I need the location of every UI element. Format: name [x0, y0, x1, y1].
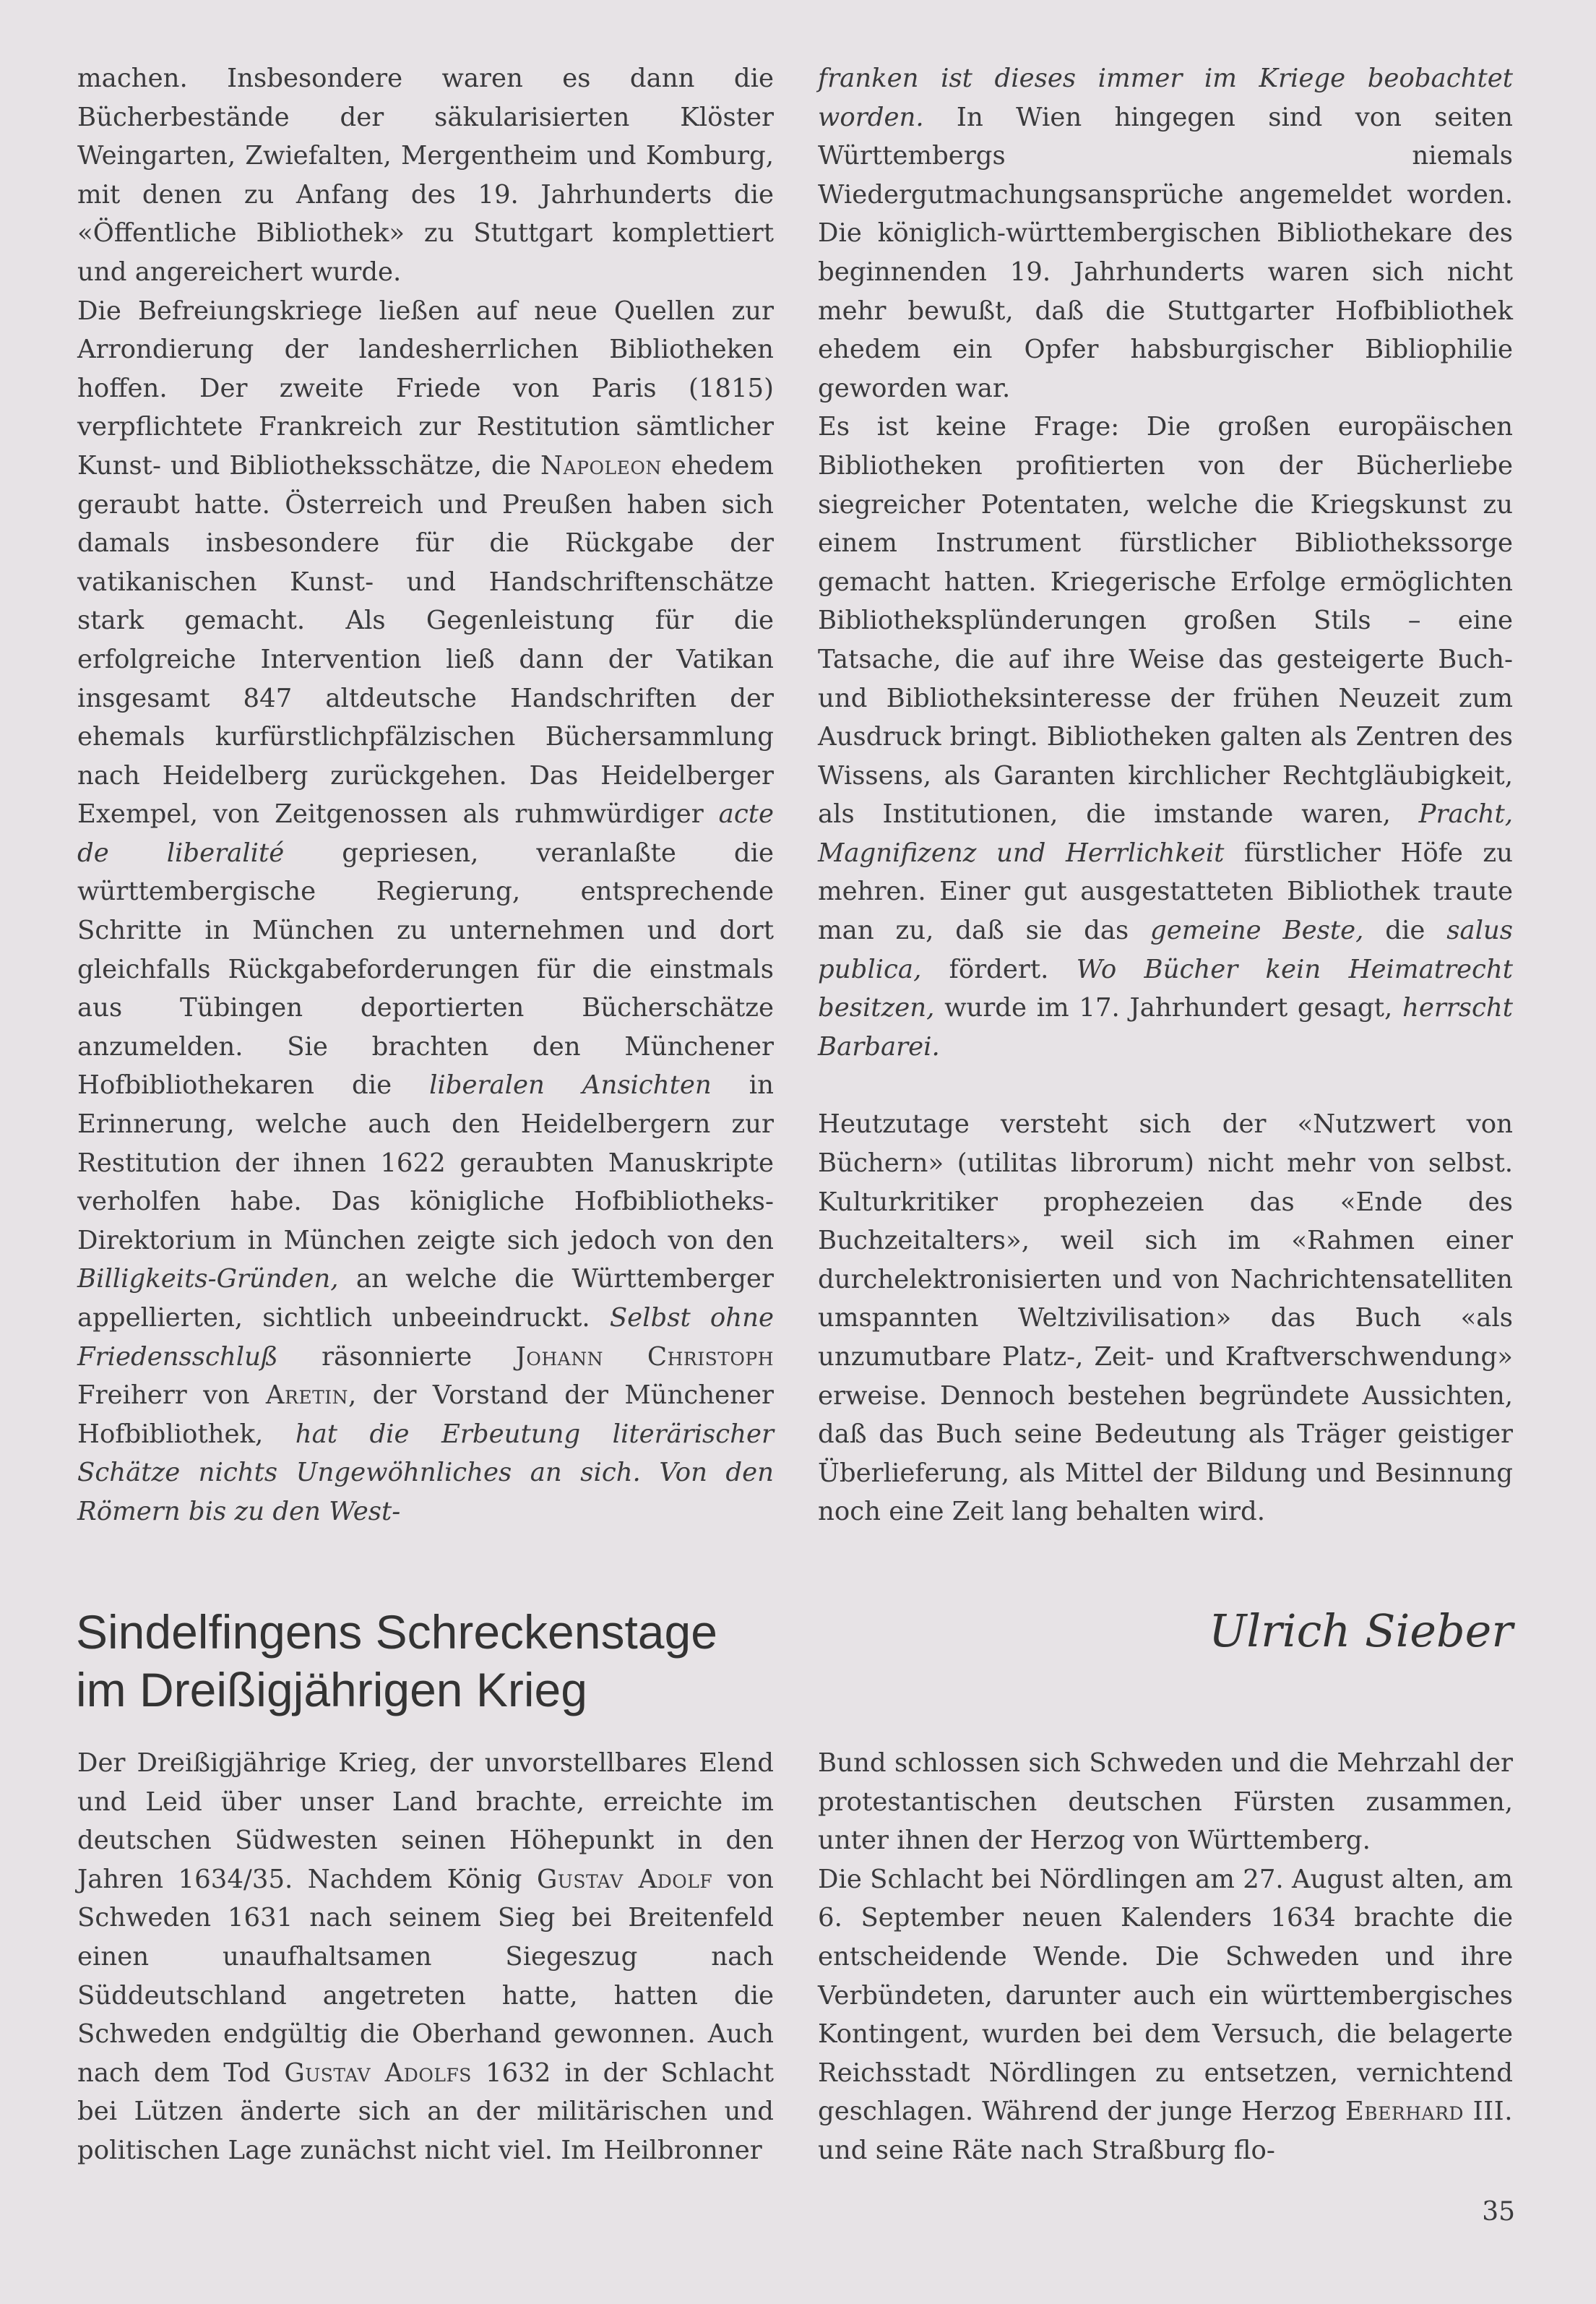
paragraph — [818, 59, 1513, 408]
text-run: machen. Insbesondere waren es dann die Bücherbestände der säkularisierten Klöster Weingarten, Zwiefalten, Mergentheim und Komburg, mit denen zu Anfang des 19. Jahrhunderts die «Öffentliche Bibliothek» zu Stuttgart komplettiert und angereichert wurde. — [77, 64, 774, 287]
text-run: Die Schlacht bei Nördlingen am 27. August alten, am 6. September neuen Kalenders 1634 brachte die entscheidende Wende. Die Schweden und ihre Verbündeten, darunter auch ein württembergisches Kontingent, wurden bei dem Versuch, die belagerte Reichsstadt Nördlingen zu entsetzen, vernichtend geschlagen. Während der junge Herzog — [818, 1864, 1513, 2127]
person-name: Johann Christoph — [515, 1341, 774, 1372]
text-run: in Erinnerung, welche auch den Heidelbergern zur Restitution der ihnen 1622 geraubten Manuskripte verholfen habe. Das königliche Hofbibliotheks-Direktorium in München zeigte sich jedoch von den — [77, 1070, 774, 1255]
paragraph — [818, 1744, 1513, 1860]
text-run: gepriesen, veranlaßte die württembergische Regierung, entsprechende Schritte in München zu unternehmen und dort gleichfalls Rückgabeforderungen für die einstmals aus Tübingen deportierten Bücherschätze anzumelden. Sie brachten den Münchener Hofbibliothekaren die — [77, 838, 774, 1101]
paragraph — [77, 59, 774, 292]
paragraph — [818, 408, 1513, 1066]
text-run: die — [1363, 916, 1447, 946]
bottom-right-column — [818, 1744, 1513, 2170]
article-title — [76, 1603, 717, 1719]
text-run: 1632 in der Schlacht bei Lützen änderte sich an der militärischen und politischen Lage zunächst nicht viel. Im Heilbronner — [77, 2058, 775, 2165]
italic-text: acte de liberalité — [77, 799, 774, 868]
text-run: fördert. — [921, 954, 1077, 984]
page-number: 35 — [1482, 2197, 1515, 2227]
italic-text: herrscht Barbarei. — [818, 993, 1513, 1062]
italic-text: hat die Erbeutung literärischer Schätze nichts Ungewöhnliches an sich. Von den Römern bis zu den West- — [77, 1419, 774, 1526]
text-run: ehedem geraubt hatte. Österreich und Preußen haben sich damals insbesondere für die Rückgabe der vatikanischen Kunst- und Handschriftenschätze stark gemacht. Als Gegenleistung für die erfolgreiche Intervention ließ dann der Vatikan insgesamt 847 altdeutsche Handschriften der ehemals kurfürstlichpfälzischen Büchersammlung nach Heidelberg zurückgehen. Das Heidelberger Exempel, von Zeitgenossen als ruhmwürdiger — [77, 450, 774, 830]
text-run: Der Dreißigjährige Krieg, der unvorstellbares Elend und Leid über unser Land brachte, erreichte im deutschen Südwesten seinen Höhepunkt in den Jahren 1634/35. Nachdem König — [77, 1748, 774, 1894]
text-run: Bund schlossen sich Schweden und die Mehrzahl der protestantischen deutschen Fürsten zusammen, unter ihnen der Herzog von Württemberg. — [818, 1748, 1513, 1856]
italic-text: Wo Bücher kein Heimatrecht besitzen, — [818, 954, 1513, 1023]
person-name: Gustav Adolfs — [284, 2058, 472, 2088]
person-name: Aretin — [265, 1380, 349, 1411]
article-title-line-2: im Dreißigjährigen Krieg — [76, 1663, 587, 1716]
text-run: von Schweden 1631 nach seinem Sieg bei Breitenfeld einen unaufhaltsamen Siegeszug nach Süddeutschland angetreten hatte, hatten die Schweden endgültig die Oberhand gewonnen. Auch nach dem Tod — [77, 1864, 774, 2088]
person-name: Eberhard III. — [1345, 2097, 1513, 2127]
bottom-left-column — [77, 1744, 774, 2170]
top-left-column — [77, 59, 774, 1531]
text-run: an welche die Württemberger appellierten, sichtlich unbeeindruckt. — [77, 1264, 774, 1333]
italic-text: Billigkeits-Gründen, — [77, 1264, 339, 1294]
person-name: Gustav Adolf — [536, 1864, 713, 1894]
text-run: wurde im 17. Jahrhundert gesagt, — [934, 993, 1402, 1023]
italic-text: liberalen Ansichten — [429, 1070, 712, 1101]
paragraph — [818, 1105, 1513, 1531]
paragraph — [77, 1744, 774, 2170]
text-run: fürstlicher Höfe zu mehren. Einer gut ausgestatteten Bibliothek traute man zu, daß sie das — [818, 838, 1514, 946]
person-name: Napoleon — [540, 450, 662, 481]
text-run: räsonnierte — [277, 1341, 516, 1372]
text-run: Heutzutage versteht sich der «Nutzwert von Büchern» (utilitas librorum) nicht mehr von selbst. Kulturkritiker prophezeien das «Ende des Buchzeitalters», weil sich im «Rahmen einer durchelektronisierten und von Nachrichtensatelliten umspannten Weltzivilisation» das Buch «als unzumutbare Platz-, Zeit- und Kraftverschwendung» erweise. Dennoch bestehen begründete Aussichten, daß das Buch seine Bedeutung als Träger geistiger Überlieferung, als Mittel der Bildung und Besinnung noch eine Zeit lang behalten wird. — [818, 1109, 1513, 1527]
italic-text: Selbst ohne Friedensschluß — [77, 1303, 774, 1372]
text-run: und seine Räte nach Straßburg flo- — [818, 2135, 1275, 2165]
top-right-column — [818, 59, 1513, 1531]
text-run: Freiherr von — [77, 1380, 266, 1411]
article-title-line-1: Sindelfingens Schreckenstage — [76, 1605, 717, 1659]
author-name: Ulrich Sieber — [1209, 1604, 1513, 1657]
italic-text: gemeine Beste, — [1150, 916, 1364, 946]
text-run: In Wien hingegen sind von seiten Württembergs niemals Wiedergutmachungsansprüche angemeldet worden. Die königlich-württembergischen Bibliothekare des beginnenden 19. Jahrhunderts waren sich nicht mehr bewußt, daß die Stuttgarter Hofbibliothek ehedem ein Opfer habsburgischer Bibliophilie geworden war. — [818, 102, 1513, 403]
italic-text: franken ist dieses immer im Kriege beobachtet worden. — [818, 64, 1513, 132]
italic-text: salus publica, — [818, 916, 1514, 984]
text-run: Die Befreiungskriege ließen auf neue Quellen zur Arrondierung der landesherrlichen Bibliotheken hoffen. Der zweite Friede von Paris (1815) verpflichtete Frankreich zur Restitution sämtlicher Kunst- und Bibliotheksschätze, die — [77, 296, 774, 481]
paragraph — [818, 1860, 1513, 2170]
paragraph — [77, 292, 774, 1531]
text-run: , der Vorstand der Münchener Hofbibliothek, — [77, 1380, 774, 1449]
text-run: Es ist keine Frage: Die großen europäischen Bibliotheken profitierten von der Bücherliebe siegreicher Potentaten, welche die Kriegskunst zu einem Instrument fürstlicher Bibliothekssorge gemacht hatten. Kriegerische Erfolge ermöglichten Bibliotheksplünderungen großen Stils – eine Tatsache, die auf ihre Weise das gesteigerte Buch- und Bibliotheksinteresse der frühen Neuzeit zum Ausdruck bringt. Bibliotheken galten als Zentren des Wissens, als Garanten kirchlicher Rechtgläubigkeit, als Institutionen, die imstande waren, — [818, 412, 1513, 830]
italic-text: Pracht, Magnifizenz und Herrlichkeit — [818, 799, 1513, 868]
